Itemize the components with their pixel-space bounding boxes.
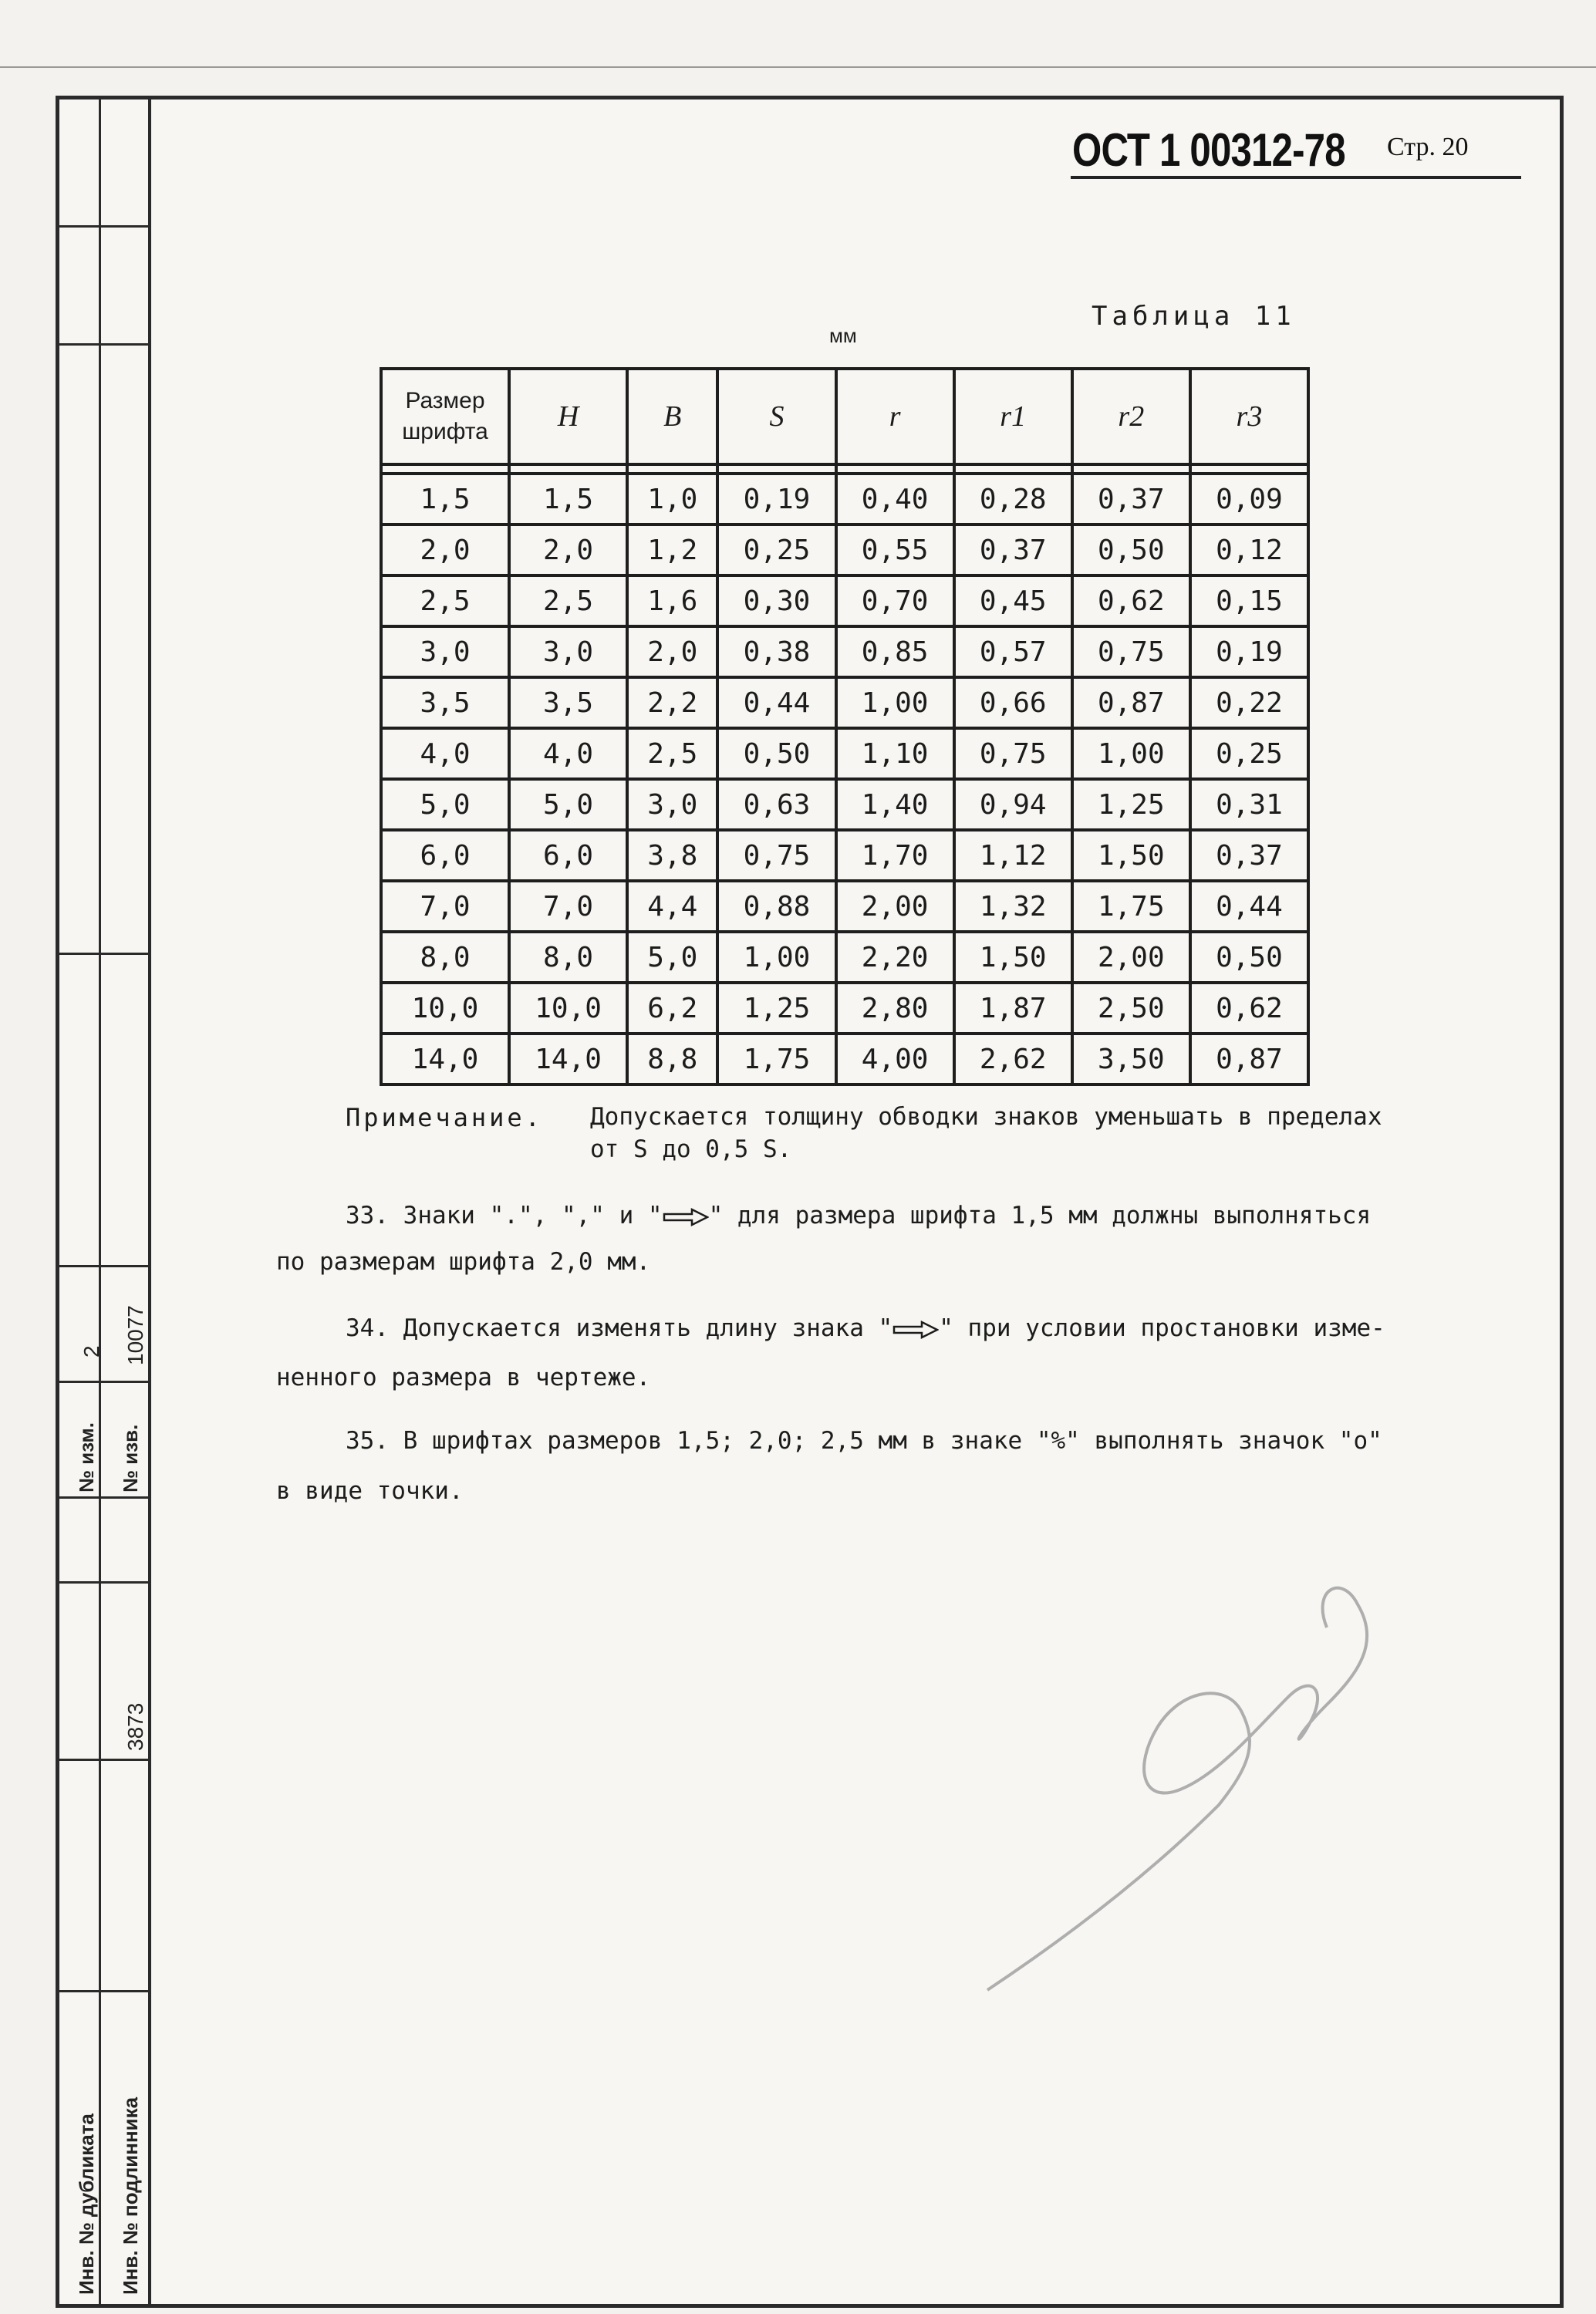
document-code: ОСТ 1 00312-78 xyxy=(1072,124,1345,176)
table-cell: 0,30 xyxy=(717,575,835,626)
table-row xyxy=(381,677,1308,728)
header-r3: r3 xyxy=(1190,369,1308,464)
header-font-size xyxy=(381,369,509,464)
table-cell: 0,85 xyxy=(836,626,954,677)
table-cell: 2,62 xyxy=(954,1034,1072,1084)
note-label: Примечание. xyxy=(346,1103,543,1132)
table-cell: 2,5 xyxy=(509,575,627,626)
table-cell: 1,25 xyxy=(717,983,835,1034)
header-s: S xyxy=(717,369,835,464)
header-r: r xyxy=(836,369,954,464)
table-cell: 0,94 xyxy=(954,779,1072,830)
table-cell: 0,22 xyxy=(1190,677,1308,728)
table-cell: 0,87 xyxy=(1190,1034,1308,1084)
notice-number-label: № изв. xyxy=(119,1424,142,1493)
table-cell: 2,50 xyxy=(1072,983,1190,1034)
header-h: H xyxy=(509,369,627,464)
table-row xyxy=(381,1034,1308,1084)
header-r1: r1 xyxy=(954,369,1072,464)
side-stamp-rule xyxy=(56,1990,151,1992)
table-cell: 0,09 xyxy=(1190,474,1308,525)
table-cell: 0,44 xyxy=(717,677,835,728)
table-cell: 0,45 xyxy=(954,575,1072,626)
table-cell: 4,0 xyxy=(381,728,509,779)
table-cell: 5,0 xyxy=(381,779,509,830)
change-number-label: № изм. xyxy=(75,1422,98,1493)
side-stamp-strip xyxy=(56,96,151,2308)
page-number: Стр. 20 xyxy=(1387,133,1469,161)
table-cell: 0,88 xyxy=(717,881,835,932)
table-header-row xyxy=(381,369,1308,464)
header-font-size-line1: Размер xyxy=(405,388,485,413)
paragraph-34-text-b: " при условии простановки изме- xyxy=(939,1314,1385,1342)
table-cell: 0,50 xyxy=(717,728,835,779)
table-cell: 0,37 xyxy=(954,525,1072,575)
handwritten-signature xyxy=(926,1512,1404,2052)
table-cell: 3,50 xyxy=(1072,1034,1190,1084)
table-cell: 3,5 xyxy=(381,677,509,728)
side-stamp-rule xyxy=(56,1265,151,1267)
duplicate-inventory-label: Инв. № дубликата xyxy=(75,2113,98,2295)
paragraph-35-line-1: 35. В шрифтах размеров 1,5; 2,0; 2,5 мм в знаке "%" выполнять значок "о" xyxy=(346,1427,1382,1455)
table-cell: 2,80 xyxy=(836,983,954,1034)
table-cell: 14,0 xyxy=(509,1034,627,1084)
paragraph-34-text-a: 34. Допускается изменять длину знака " xyxy=(346,1314,893,1342)
table-cell: 0,19 xyxy=(717,474,835,525)
table-cell: 3,8 xyxy=(627,830,717,881)
notice-number-value: 10077 xyxy=(123,1305,147,1365)
table-cell: 1,2 xyxy=(627,525,717,575)
side-stamp-divider xyxy=(99,96,101,1600)
paragraph-33-line-1 xyxy=(346,1202,1371,1230)
table-cell: 0,87 xyxy=(1072,677,1190,728)
table-header-spacer xyxy=(381,464,1308,474)
table-cell: 5,0 xyxy=(509,779,627,830)
table-cell: 1,00 xyxy=(836,677,954,728)
table-cell: 0,75 xyxy=(954,728,1072,779)
side-stamp-rule xyxy=(56,225,151,228)
table-cell: 0,25 xyxy=(717,525,835,575)
side-stamp-divider-lower xyxy=(99,1581,101,2308)
table-cell: 0,63 xyxy=(717,779,835,830)
table-cell: 0,57 xyxy=(954,626,1072,677)
note-line-1: Допускается толщину обводки знаков уменьшать в пределах xyxy=(590,1103,1382,1131)
paragraph-33-text-b: " для размера шрифта 1,5 мм должны выполняться xyxy=(708,1202,1372,1230)
table-cell: 0,38 xyxy=(717,626,835,677)
table-cell: 1,87 xyxy=(954,983,1072,1034)
table-cell: 0,75 xyxy=(717,830,835,881)
table-body xyxy=(381,474,1308,1084)
table-cell: 6,0 xyxy=(509,830,627,881)
table-row xyxy=(381,575,1308,626)
arrow-sign-icon xyxy=(892,1320,939,1340)
table-cell: 3,0 xyxy=(627,779,717,830)
font-dimensions-table xyxy=(380,367,1310,1086)
table-cell: 2,0 xyxy=(627,626,717,677)
table-row xyxy=(381,779,1308,830)
arrow-sign-icon xyxy=(663,1207,709,1227)
table-cell: 6,2 xyxy=(627,983,717,1034)
original-inventory-label: Инв. № подлинника xyxy=(119,2096,142,2295)
side-stamp-rule xyxy=(56,1496,151,1499)
header-underline xyxy=(1071,176,1521,179)
paragraph-35-line-2: в виде точки. xyxy=(276,1477,464,1505)
table-row xyxy=(381,474,1308,525)
table-cell: 0,50 xyxy=(1072,525,1190,575)
table-cell: 1,5 xyxy=(509,474,627,525)
table-cell: 1,12 xyxy=(954,830,1072,881)
table-cell: 1,25 xyxy=(1072,779,1190,830)
table-cell: 6,0 xyxy=(381,830,509,881)
table-cell: 8,0 xyxy=(381,932,509,983)
table-cell: 4,0 xyxy=(509,728,627,779)
side-stamp-rule xyxy=(56,953,151,955)
table-row xyxy=(381,932,1308,983)
table-cell: 1,32 xyxy=(954,881,1072,932)
side-stamp-rule xyxy=(56,343,151,346)
table-cell: 0,55 xyxy=(836,525,954,575)
table-cell: 2,5 xyxy=(381,575,509,626)
table-cell: 2,00 xyxy=(836,881,954,932)
table-cell: 1,75 xyxy=(1072,881,1190,932)
table-cell: 1,10 xyxy=(836,728,954,779)
table-cell: 1,00 xyxy=(717,932,835,983)
table-cell: 0,37 xyxy=(1190,830,1308,881)
table-cell: 7,0 xyxy=(381,881,509,932)
table-caption: Таблица 11 xyxy=(1092,301,1296,332)
table-cell: 0,75 xyxy=(1072,626,1190,677)
table-cell: 2,0 xyxy=(381,525,509,575)
table-cell: 2,0 xyxy=(509,525,627,575)
table-cell: 7,0 xyxy=(509,881,627,932)
table-row xyxy=(381,525,1308,575)
table-cell: 10,0 xyxy=(509,983,627,1034)
table-cell: 14,0 xyxy=(381,1034,509,1084)
table-cell: 0,50 xyxy=(1190,932,1308,983)
table-cell: 0,28 xyxy=(954,474,1072,525)
table-cell: 1,5 xyxy=(381,474,509,525)
table-cell: 0,40 xyxy=(836,474,954,525)
paragraph-33-line-2: по размерам шрифта 2,0 мм. xyxy=(276,1248,651,1276)
paragraph-34-line-2: ненного размера в чертеже. xyxy=(276,1364,651,1391)
table-row xyxy=(381,881,1308,932)
table-cell: 8,0 xyxy=(509,932,627,983)
side-stamp-rule xyxy=(56,1381,151,1383)
paragraph-33-text-a: 33. Знаки ".", "," и " xyxy=(346,1202,663,1230)
table-cell: 0,70 xyxy=(836,575,954,626)
table-cell: 5,0 xyxy=(627,932,717,983)
table-cell: 3,0 xyxy=(381,626,509,677)
paragraph-34-line-1 xyxy=(346,1314,1385,1342)
header-b: B xyxy=(627,369,717,464)
note-line-2: от S до 0,5 S. xyxy=(590,1135,792,1163)
table-cell: 1,75 xyxy=(717,1034,835,1084)
table-cell: 1,40 xyxy=(836,779,954,830)
table-units: мм xyxy=(829,324,857,347)
table-row xyxy=(381,728,1308,779)
table-cell: 0,25 xyxy=(1190,728,1308,779)
table-cell: 1,70 xyxy=(836,830,954,881)
table-row xyxy=(381,626,1308,677)
table-cell: 0,19 xyxy=(1190,626,1308,677)
table-cell: 1,50 xyxy=(1072,830,1190,881)
table-cell: 4,4 xyxy=(627,881,717,932)
original-inventory-value: 3873 xyxy=(123,1702,147,1751)
table-cell: 8,8 xyxy=(627,1034,717,1084)
table-cell: 0,44 xyxy=(1190,881,1308,932)
table-cell: 0,15 xyxy=(1190,575,1308,626)
table-cell: 0,62 xyxy=(1190,983,1308,1034)
table-cell: 3,5 xyxy=(509,677,627,728)
table-cell: 2,00 xyxy=(1072,932,1190,983)
side-stamp-rule xyxy=(56,1581,151,1584)
table-cell: 2,5 xyxy=(627,728,717,779)
side-stamp-rule xyxy=(56,1759,151,1761)
table-cell: 1,0 xyxy=(627,474,717,525)
table-row xyxy=(381,983,1308,1034)
table-cell: 3,0 xyxy=(509,626,627,677)
table-cell: 2,20 xyxy=(836,932,954,983)
table-row xyxy=(381,830,1308,881)
table-cell: 4,00 xyxy=(836,1034,954,1084)
table-cell: 1,00 xyxy=(1072,728,1190,779)
table-cell: 10,0 xyxy=(381,983,509,1034)
table-cell: 0,37 xyxy=(1072,474,1190,525)
table-cell: 1,6 xyxy=(627,575,717,626)
table-cell: 0,31 xyxy=(1190,779,1308,830)
table-cell: 0,62 xyxy=(1072,575,1190,626)
header-r2: r2 xyxy=(1072,369,1190,464)
header-font-size-line2: шрифта xyxy=(402,419,488,444)
table-cell: 0,66 xyxy=(954,677,1072,728)
table-cell: 0,12 xyxy=(1190,525,1308,575)
change-number-value: 2 xyxy=(79,1345,103,1358)
table-cell: 1,50 xyxy=(954,932,1072,983)
table-cell: 2,2 xyxy=(627,677,717,728)
page-edge-line xyxy=(0,66,1596,68)
